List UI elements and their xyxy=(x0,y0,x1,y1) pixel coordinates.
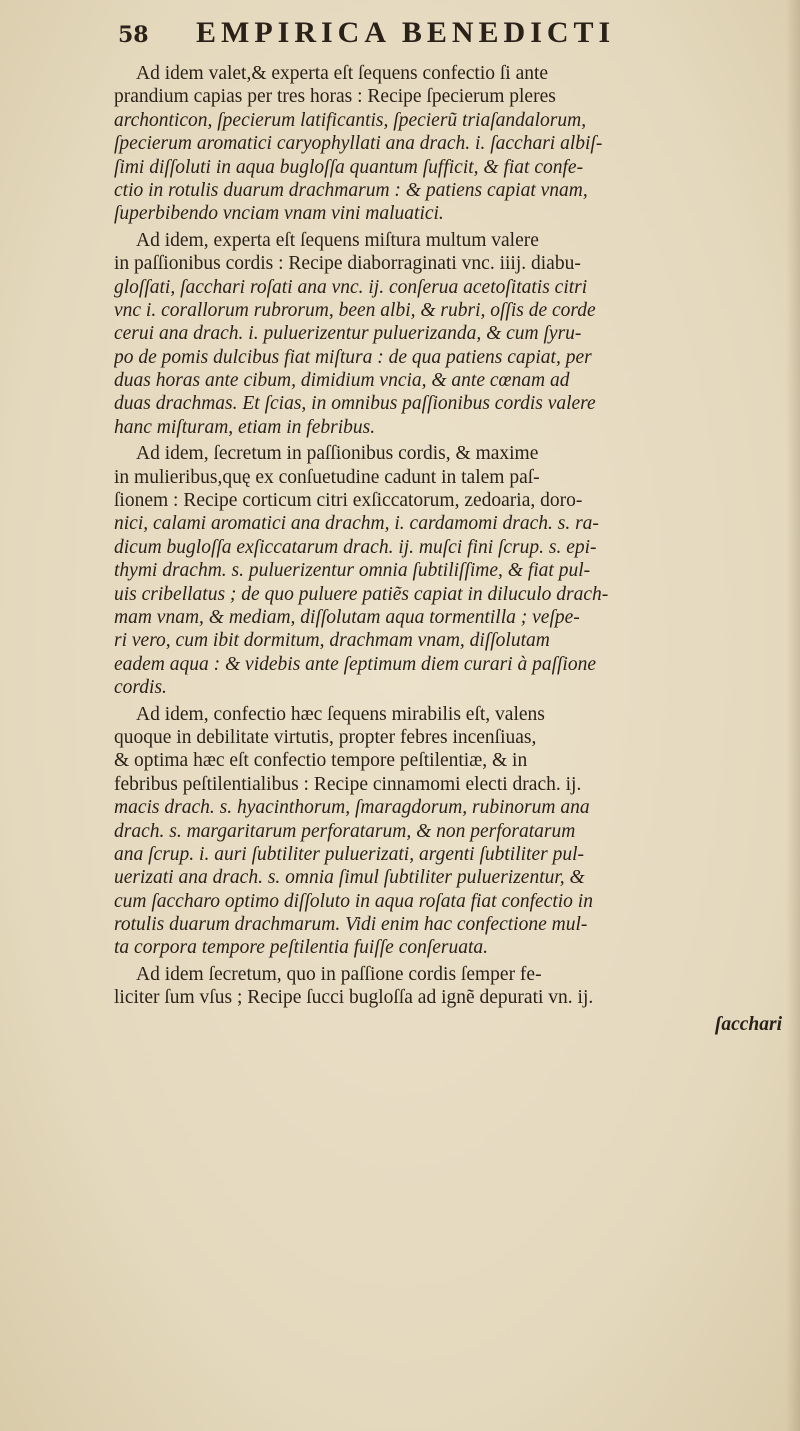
text-line: Ad idem valet,& experta eſt ſequens confectio ſi ante xyxy=(136,63,549,84)
text-line: prandium capias per tres horas : Recipe ſpecierum pleres xyxy=(114,86,556,108)
paragraph xyxy=(114,229,790,440)
text-line: Ad idem ſecretum, quo in paſſione cordis ſemper fe- xyxy=(136,963,542,985)
running-title: EMPIRICA BENEDICTI xyxy=(196,16,616,49)
text-line: drach. s. margaritarum perforatarum, & non perforatarum xyxy=(114,820,576,842)
text-line: ſpecierum aromatici caryophyllati ana drach. i. ſacchari albiſ- xyxy=(114,133,603,155)
text-line: cordis. xyxy=(114,677,167,699)
paragraph xyxy=(114,963,790,1010)
text-line: ri vero, cum ibit dormitum, drachmam vnam, diſſolutam xyxy=(114,630,550,652)
text-line: nici, calami aromatici ana drachm, i. cardamomi drach. s. ra- xyxy=(114,513,599,535)
text-line: in mulieribus,quę ex conſuetudine cadunt in talem paſ- xyxy=(114,466,540,488)
text-line: macis drach. s. hyacinthorum, ſmaragdorum, rubinorum ana xyxy=(114,797,590,819)
body-text xyxy=(114,62,790,1036)
text-line: & optima hæc eſt confectio tempore peſtilentiæ, & in xyxy=(114,750,528,772)
text-line: cum ſaccharo optimo diſſoluto in aqua roſata fiat confectio in xyxy=(114,890,593,912)
text-line: ctio in rotulis duarum drachmarum : & patiens capiat vnam, xyxy=(114,179,588,201)
paragraph xyxy=(114,62,790,226)
text-line: po de pomis dulcibus fiat miſtura : de qua patiens capiat, per xyxy=(114,346,592,368)
text-line: in paſſionibus cordis : Recipe diaborraginati vnc. iiij. diabu- xyxy=(114,253,581,275)
text-line: mam vnam, & mediam, diſſolutam aqua tormentilla ; veſpe- xyxy=(114,606,580,628)
text-line: ſionem : Recipe corticum citri exſiccatorum, zedoaria, doro- xyxy=(114,490,583,512)
text-line: Ad idem, confectio hæc ſequens mirabilis eſt, valens xyxy=(136,703,545,725)
page-header xyxy=(118,16,788,56)
page-number: 58 xyxy=(118,22,149,48)
text-line: thymi drachm. s. puluerizentur omnia ſubtiliſſime, & fiat pul- xyxy=(114,560,591,582)
text-line: ana ſcrup. i. auri ſubtiliter puluerizati, argenti ſubtiliter pul- xyxy=(114,843,584,865)
text-line: liciter ſum vſus ; Recipe ſucci bugloſſa ad ignẽ depurati vn. ij. xyxy=(114,987,594,1009)
text-line: gloſſati, ſacchari roſati ana vnc. ij. conſerua acetoſitatis citri xyxy=(114,276,588,298)
text-line: quoque in debilitate virtutis, propter febres incenſiuas, xyxy=(114,726,537,748)
text-line: archonticon, ſpecierum latificantis, ſpecierũ triaſandalorum, xyxy=(114,109,587,131)
text-line: febribus peſtilentialibus : Recipe cinnamomi electi drach. ij. xyxy=(114,773,582,795)
text-line: ſuperbibendo vnciam vnam vini maluatici. xyxy=(114,203,444,225)
text-line: uerizati ana drach. s. omnia ſimul ſubtiliter puluerizentur, & xyxy=(114,867,585,889)
text-line: duas horas ante cibum, dimidium vncia, & ante cœnam ad xyxy=(114,370,570,392)
text-line: Ad idem, experta eſt ſequens miſtura multum valere xyxy=(136,229,539,251)
text-line: eadem aqua : & videbis ante ſeptimum diem curari à paſſione xyxy=(114,653,596,675)
text-line: ſimi diſſoluti in aqua bugloſſa quantum ſufficit, & fiat confe- xyxy=(114,156,584,178)
text-line: hanc miſturam, etiam in febribus. xyxy=(114,416,376,438)
text-line: duas drachmas. Et ſcias, in omnibus paſſionibus cordis valere xyxy=(114,393,596,415)
text-line: vnc i. corallorum rubrorum, been albi, & rubri, oſſis de corde xyxy=(114,299,596,321)
text-line: rotulis duarum drachmarum. Vidi enim hac confectione mul- xyxy=(114,914,588,936)
text-line: dicum bugloſſa exſiccatarum drach. ij. muſci fini ſcrup. s. epi- xyxy=(114,536,597,558)
text-line: ta corpora tempore peſtilentia fuiſſe conſeruata. xyxy=(114,937,489,959)
text-line: cerui ana drach. i. puluerizentur puluerizanda, & cum ſyru- xyxy=(114,323,582,345)
catchword: ſacchari xyxy=(714,1013,782,1035)
paragraph xyxy=(114,442,790,699)
paragraph xyxy=(114,703,790,960)
text-line: Ad idem, ſecretum in paſſionibus cordis, & maxime xyxy=(136,443,539,465)
text-line: uis cribellatus ; de quo puluere patiẽs capiat in diluculo drach- xyxy=(114,583,609,605)
